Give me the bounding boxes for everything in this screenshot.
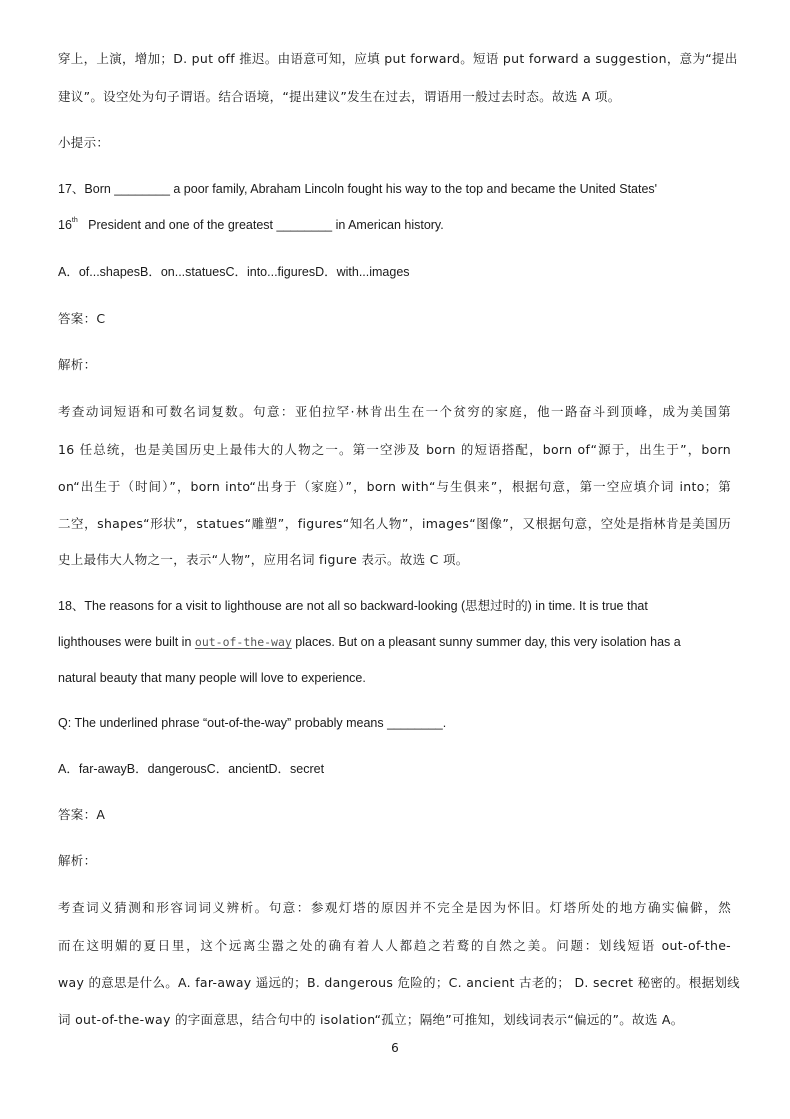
q17-analysis-line-1: 考查动词短语和可数名词复数。句意：亚伯拉罕·林肯出生在一个贫穷的家庭，他一路奋斗到顶峰，成为美国第	[58, 404, 731, 419]
q17-stem-line-2	[58, 217, 444, 233]
q18-line-2-before: lighthouses were built in	[58, 635, 195, 649]
q17-analysis-line-5: 史上最伟大人物之一，表示“人物”，应用名词 figure 表示。故选 C 项。	[58, 552, 469, 567]
q18-answer: 答案：A	[58, 807, 106, 822]
tip-label: 小提示：	[58, 135, 110, 150]
q18-underlined-phrase: out-of-the-way	[194, 635, 292, 649]
q17-analysis-line-4: 二空，shapes“形状”，statues“雕塑”，figures“知名人物”，images“图像”，又根据句意，空处是指林肯是美国历	[58, 516, 731, 531]
q18-passage-line-2	[58, 634, 681, 650]
q18-analysis-line-4: 词 out-of-the-way 的字面意思，结合句中的 isolation“孤立；隔绝”可推知，划线词表示“偏远的”。故选 A。	[58, 1012, 684, 1027]
q17-analysis-label: 解析：	[58, 357, 97, 372]
q18-analysis-line-1: 考查词义猜测和形容词词义辨析。句意：参观灯塔的原因并不完全是因为怀旧。灯塔所处的地方确实偏僻，然	[58, 900, 731, 915]
q17-stem-line-2-rest: President and one of the greatest ________ in American history.	[88, 218, 444, 232]
q17-ordinal-suffix: th	[71, 217, 78, 224]
q18-analysis-label: 解析：	[58, 853, 97, 868]
continuation-line-2: 建议”。设空处为句子谓语。结合语境，“提出建议”发生在过去，谓语用一般过去时态。故选 A 项。	[58, 89, 621, 104]
q17-analysis-line-2: 16 任总统，也是美国历史上最伟大的人物之一。第一空涉及 born 的短语搭配，born of“源于，出生于”，born	[58, 442, 731, 457]
q18-question: Q: The underlined phrase “out-of-the-way” probably means ________.	[58, 716, 447, 730]
q17-options: A．of...shapesB．on...statuesC．into...figuresD．with...images	[58, 265, 410, 279]
q18-passage-line-3: natural beauty that many people will love to experience.	[58, 671, 366, 685]
q18-passage-line-1: 18、The reasons for a visit to lighthouse are not all so backward-looking (思想过时的) in time. It is true that	[58, 599, 648, 613]
q17-stem-line-1: 17、Born ________ a poor family, Abraham Lincoln fought his way to the top and became the United States'	[58, 182, 658, 196]
q17-ordinal-number: 16	[58, 218, 72, 232]
q17-answer: 答案：C	[58, 311, 106, 326]
q18-analysis-line-2: 而在这明媚的夏日里，这个远离尘嚣之处的确有着人人都趋之若鹜的自然之美。问题：划线短语 out-of-the-	[58, 938, 731, 953]
continuation-line-1: 穿上，上演，增加；D. put off 推迟。由语意可知，应填 put forward。短语 put forward a suggestion，意为“提出	[58, 51, 738, 66]
q17-analysis-line-3: on“出生于（时间）”，born into“出身于（家庭）”，born with“与生俱来”，根据句意，第一空应填介词 into；第	[58, 479, 731, 494]
q18-options: A．far-awayB．dangerousC．ancientD．secret	[58, 762, 325, 776]
q18-analysis-line-3: way 的意思是什么。A. far-away 遥远的；B. dangerous 危险的；C. ancient 古老的； D. secret 秘密的。根据划线	[58, 975, 740, 990]
q18-line-2-after: places. But on a pleasant sunny summer day, this very isolation has a	[291, 635, 681, 649]
page-number: 6	[391, 1041, 399, 1055]
